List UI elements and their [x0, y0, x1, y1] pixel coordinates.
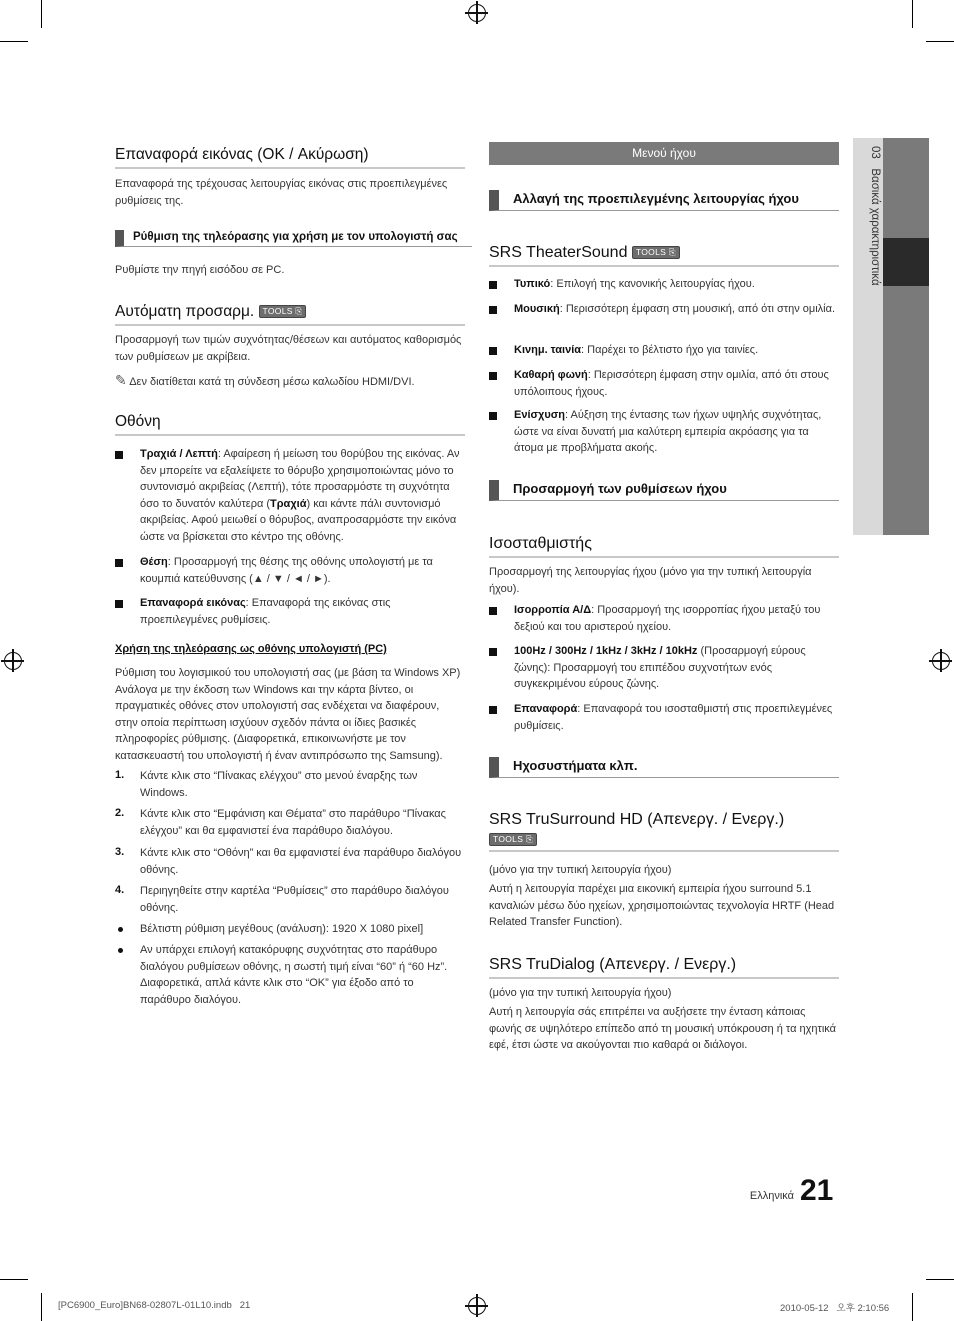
footer-language: Ελληνικά [749, 1190, 794, 1202]
heading-reset-picture: Επαναφορά εικόνας (OK / Ακύρωση) [115, 146, 465, 169]
bullet-icon [115, 559, 123, 567]
srs-item: Κινημ. ταινία: Παρέχει το βέλτιστο ήχο για ταινίες. [514, 344, 759, 356]
trudialog-note: (μόνο για την τυπική λειτουργία ήχου) [489, 987, 672, 999]
step-text: Περιηγηθείτε στην καρτέλα “Ρυθμίσεις” στο παράθυρο διαλόγου οθόνης. [140, 885, 449, 914]
crop-mark [41, 0, 42, 28]
heading-use-as-pc-monitor: Χρήση της τηλεόρασης ως οθόνης υπολογιστή (PC) [115, 643, 387, 655]
subheading-change-sound-mode: Αλλαγή της προεπιλεγμένης λειτουργίας ήχου [489, 190, 839, 211]
step-number: 3. [115, 846, 125, 858]
srs-item: Ενίσχυση: Αύξηση της έντασης των ήχων υψηλής συχνότητας, ώστε να είναι δυνατή μια καλύτερη εμπειρία ακρόασης για τα άτομα με προβλήματα ακοής. [514, 409, 822, 454]
print-file-info: [PC6900_Euro]BN68-02807L-01L10.indb 21 [58, 1300, 251, 1311]
side-tab-label [861, 146, 881, 446]
dot-bullet-icon [118, 927, 123, 932]
note-pencil-icon: ✎ [115, 372, 127, 388]
print-timestamp: 2010-05-12 오후 2:10:56 [780, 1303, 890, 1314]
heading-srs-trusurround: SRS TruSurround HD (Απενεργ. / Ενεργ.) TOOLS ⎘ [489, 811, 839, 852]
crop-mark [926, 41, 954, 42]
heading-equalizer: Ισοσταθμιστής [489, 535, 839, 558]
registration-mark-icon [468, 1297, 486, 1315]
srs-item: Τυπικό: Επιλογή της κανονικής λειτουργίας ήχου. [514, 278, 755, 290]
bullet-icon [489, 347, 497, 355]
equalizer-description: Προσαρμογή της λειτουργίας ήχου (μόνο για την τυπική λειτουργία ήχου). [489, 566, 812, 595]
bullet-icon [489, 706, 497, 714]
bullet-icon [489, 607, 497, 615]
subheading-adjust-sound: Προσαρμογή των ρυθμίσεων ήχου [489, 480, 839, 501]
side-tab-dark [883, 138, 929, 535]
note: ✎ Δεν διατίθεται κατά τη σύνδεση μέσω καλωδίου HDMI/DVI. [115, 372, 415, 388]
heading-srs-theatersound: SRS TheaterSound TOOLS ⎘ [489, 244, 839, 267]
step-text: Κάντε κλικ στο “Οθόνη” και θα εμφανιστεί ένα παράθυρο διαλόγου οθόνης. [140, 847, 462, 876]
crop-mark [926, 1279, 954, 1280]
screen-item-position: Θέση: Προσαρμογή της θέσης της οθόνης υπολογιστή με τα κουμπιά κατεύθυνσης (▲ / ▼ / ◄ / ►). [140, 556, 433, 585]
crop-mark [0, 1279, 28, 1280]
bullet-icon [489, 372, 497, 380]
registration-mark-icon [4, 652, 22, 670]
step-number: 4. [115, 884, 125, 896]
screen-item-coarse-fine: Τραχιά / Λεπτή: Αφαίρεση ή μείωση του θορύβου της εικόνας. Αν δεν μπορείτε να εξαλείψετε το θόρυβο χρησιμοποιώντας μόνο το συντονισμό ακριβείας (Λεπτή), τότε προσαρμόστε τη συχνότητα όσο το δυνατόν καλύτερα (Τραχιά) και κάντε πάλι συντονισμό ακριβείας. Αφού μειωθεί ο θόρυβος, αναπροσαρμόστε την εικόνα ώστε να βρίσκεται στο κέντρο της οθόνης. [140, 448, 460, 543]
screen-item-reset: Επαναφορά εικόνας: Επαναφορά της εικόνας στις προεπιλεγμένες ρυθμίσεις. [140, 597, 391, 626]
heading-srs-trudialog: SRS TruDialog (Απενεργ. / Ενεργ.) [489, 956, 839, 979]
trusurround-description: Αυτή η λειτουργία παρέχει μια εικονική εμπειρία ήχου surround 5.1 καναλιών μέσω δύο ηχείων, χρησιμοποιώντας τεχνολογία HRTF (Head Related Transfer Function). [489, 883, 835, 928]
step-text: Κάντε κλικ στο “Εμφάνιση και Θέματα” στο παράθυρο “Πίνακας ελέγχου” και θα εμφανιστεί ένα παράθυρο διαλόγου. [140, 808, 446, 837]
bullet-icon [489, 648, 497, 656]
tools-icon: TOOLS ⎘ [259, 305, 307, 318]
heading-screen: Οθόνη [115, 413, 465, 436]
crop-mark [912, 1293, 913, 1321]
reset-description: Επαναφορά της τρέχουσας λειτουργίας εικόνας στις προεπιλεγμένες ρυθμίσεις της. [115, 178, 448, 207]
step-text: Κάντε κλικ στο “Πίνακας ελέγχου” στο μενού έναρξης των Windows. [140, 770, 418, 799]
side-tab-title: Βασικά χαρακτηριστικά [869, 168, 881, 286]
subheading-sound-systems: Ηχοσυστήματα κλπ. [489, 757, 839, 778]
crop-mark [41, 1293, 42, 1321]
trusurround-note: (μόνο για την τυπική λειτουργία ήχου) [489, 864, 672, 876]
crop-mark [912, 0, 913, 28]
crop-mark [0, 41, 28, 42]
tools-icon: TOOLS ⎘ [632, 246, 680, 259]
auto-adjust-description: Προσαρμογή των τιμών συχνότητας/θέσεων και αυτόματος καθορισμός των ρυθμίσεων με ακρίβεια. [115, 334, 462, 363]
side-tab-number: 03 [869, 146, 881, 159]
eq-item: 100Hz / 300Hz / 1kHz / 3kHz / 10kHz (Προσαρμογή εύρους ζώνης): Προσαρμογή του επιπέδου συχνοτήτων ενός συγκεκριμένου εύρους ζώνης. [514, 645, 806, 690]
bullet-icon [489, 306, 497, 314]
dot-item: Αν υπάρχει επιλογή κατακόρυφης συχνότητας στο παράθυρο διαλόγου ρυθμίσεων οθόνης, η σωστή τιμή είναι “60” ή “60 Hz”. Διαφορετικά, απλά κάντε κλικ στο “OK” για έξοδο από το παράθυρο διαλόγου. [140, 944, 448, 1006]
use-as-pc-description: Ρύθμιση του λογισμικού του υπολογιστή σας (με βάση τα Windows XP) Ανάλογα με την έκδοση των Windows και την κάρτα βίντεο, οι πραγματικές οθόνες στον υπολογιστή σας ενδέχεται να διαφέρουν, στην οποία περίπτωση ισχύουν σχεδόν πάντα οι ίδιες βασικές πληροφορίες ρύθμισης. (Διαφορετικά, επικοινωνήστε με τον κατασκευαστή του υπολογιστή ή έναν αντιπρόσωπο της Samsung). [115, 667, 461, 762]
registration-mark-icon [932, 652, 950, 670]
dot-bullet-icon [118, 948, 123, 953]
section-banner: Μενού ήχου [489, 142, 839, 165]
bullet-icon [489, 412, 497, 420]
step-number: 2. [115, 807, 125, 819]
eq-item: Επαναφορά: Επαναφορά του ισοσταθμιστή στις προεπιλεγμένες ρυθμίσεις. [514, 703, 833, 732]
subheading-pc-setup: Ρύθμιση της τηλεόρασης για χρήση με τον υπολογιστή σας [115, 230, 472, 247]
pc-source-text: Ρυθμίστε την πηγή εισόδου σε PC. [115, 264, 285, 276]
step-number: 1. [115, 769, 125, 781]
tools-icon: TOOLS ⎘ [489, 833, 537, 846]
bullet-icon [489, 281, 497, 289]
dot-item: Βέλτιστη ρύθμιση μεγέθους (ανάλυση): 1920 X 1080 pixel] [140, 923, 424, 935]
trudialog-description: Αυτή η λειτουργία σάς επιτρέπει να αυξήσετε την ένταση κάποιας φωνής σε υψηλότερο επίπεδο από τη μουσική υπόκρουση ή τα ηχητικά εφέ, έτσι ώστε να ακούγονται πιο καθαρά οι διάλογοι. [489, 1006, 837, 1051]
registration-mark-icon [468, 4, 486, 22]
page-number: 21 [800, 1174, 834, 1207]
srs-item: Μουσική: Περισσότερη έμφαση στη μουσική, από ότι στην ομιλία. [514, 303, 836, 315]
bullet-icon [115, 600, 123, 608]
eq-item: Ισορροπία Α/Δ: Προσαρμογή της ισορροπίας ήχου μεταξύ του δεξιού και του αριστερού ηχείου. [514, 604, 821, 633]
srs-item: Καθαρή φωνή: Περισσότερη έμφαση στην ομιλία, από ότι στους υπόλοιπους ήχους. [514, 369, 829, 398]
heading-auto-adjust: Αυτόματη προσαρμ. TOOLS ⎘ [115, 303, 465, 326]
side-tab-marker [883, 238, 929, 286]
bullet-icon [115, 451, 123, 459]
